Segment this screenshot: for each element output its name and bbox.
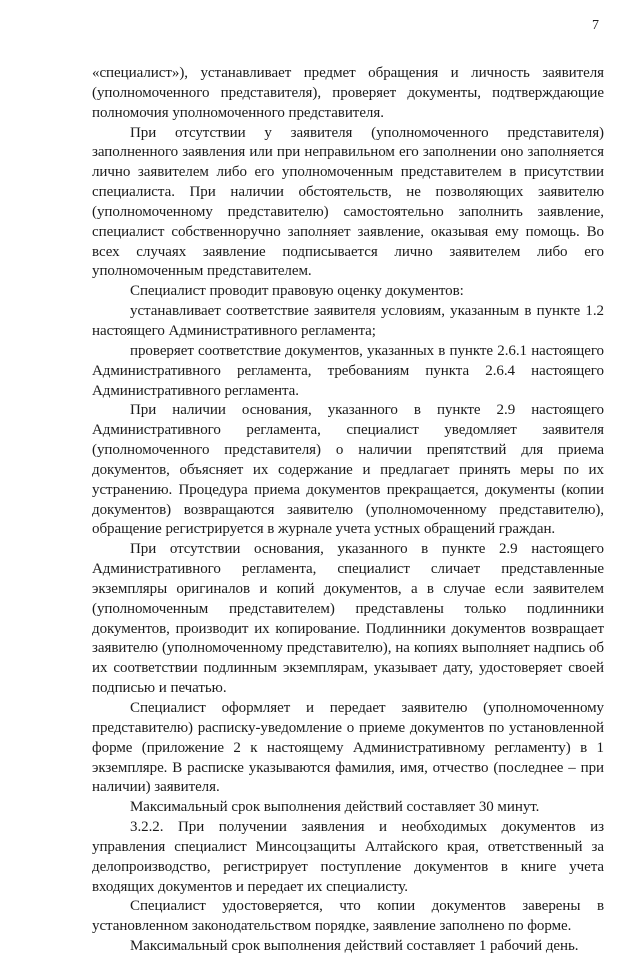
paragraph-7: При отсутствии основания, указанного в пункте 2.9 настоящего Административного регламента, специалист сличает представленные экземпляры оригиналов и копий документов, а в случае если заявителем (уполномоченным представителем) представлены только подлинники документов, производит их копирование. Подлинники документов возвращает заявителю (уполномоченному представителю), на копиях выполняет надпись об их соответствии подлинным экземплярам, указывает дату, удостоверяет своей подписью и печатью.: [92, 541, 604, 697]
paragraph-4: устанавливает соответствие заявителя условиям, указанным в пункте 1.2 настоящего Административного регламента;: [92, 303, 604, 339]
paragraph-10: 3.2.2. При получении заявления и необходимых документов из управления специалист Минсоцзащиты Алтайского края, ответственный за делопроизводство, регистрирует поступление документов в книге учета входящих документов и передает их специалисту.: [92, 819, 604, 895]
document-page: [92, 0, 604, 955]
page-number: 7: [592, 18, 599, 33]
paragraph-12: Максимальный срок выполнения действий составляет 1 рабочий день.: [130, 938, 579, 955]
paragraph-3: Специалист проводит правовую оценку документов:: [130, 283, 464, 300]
document-body: [92, 64, 604, 957]
paragraph-8: Специалист оформляет и передает заявителю (уполномоченному представителю) расписку-уведомление о приеме документов по установленной форме (приложение 2 к настоящему Административному регламенту) в 1 экземпляре. В расписке указываются фамилия, имя, отчество (последнее – при наличии) заявителя.: [92, 700, 604, 796]
paragraph-5: проверяет соответствие документов, указанных в пункте 2.6.1 настоящего Административного регламента, требованиям пункта 2.6.4 настоящего Административного регламента.: [92, 342, 604, 399]
paragraph-11: Специалист удостоверяется, что копии документов заверены в установленном законодательством порядке, заявление заполнено по форме.: [92, 898, 604, 935]
paragraph-9: Максимальный срок выполнения действий составляет 30 минут.: [130, 799, 540, 816]
paragraph-6: При наличии основания, указанного в пункте 2.9 настоящего Административного регламента, специалист уведомляет заявителя (уполномоченного представителя) о наличии препятствий для приема документов, объясняет их содержание и предлагает принять меры по их устранению. Процедура приема документов прекращается, документы (копии документов) возвращаются заявителю (уполномоченному представителю), обращение регистрируется в журнале учета устных обращений граждан.: [92, 402, 604, 538]
paragraph-2: При отсутствии у заявителя (уполномоченного представителя) заполненного заявления или при неправильном его заполнении оно заполняется лично заявителем либо его уполномоченным представителем в присутствии специалиста. При наличии обстоятельств, не позволяющих заявителю (уполномоченному представителю) самостоятельно заполнить заявление, специалист собственноручно заполняет заявление, оказывая ему помощь. Во всех случаях заявление подписывается лично заявителем либо его уполномоченным представителем.: [92, 124, 604, 280]
paragraph-1: «специалист»), устанавливает предмет обращения и личность заявителя (уполномоченного представителя), проверяет документы, подтверждающие полномочия уполномоченного представителя.: [92, 65, 604, 121]
